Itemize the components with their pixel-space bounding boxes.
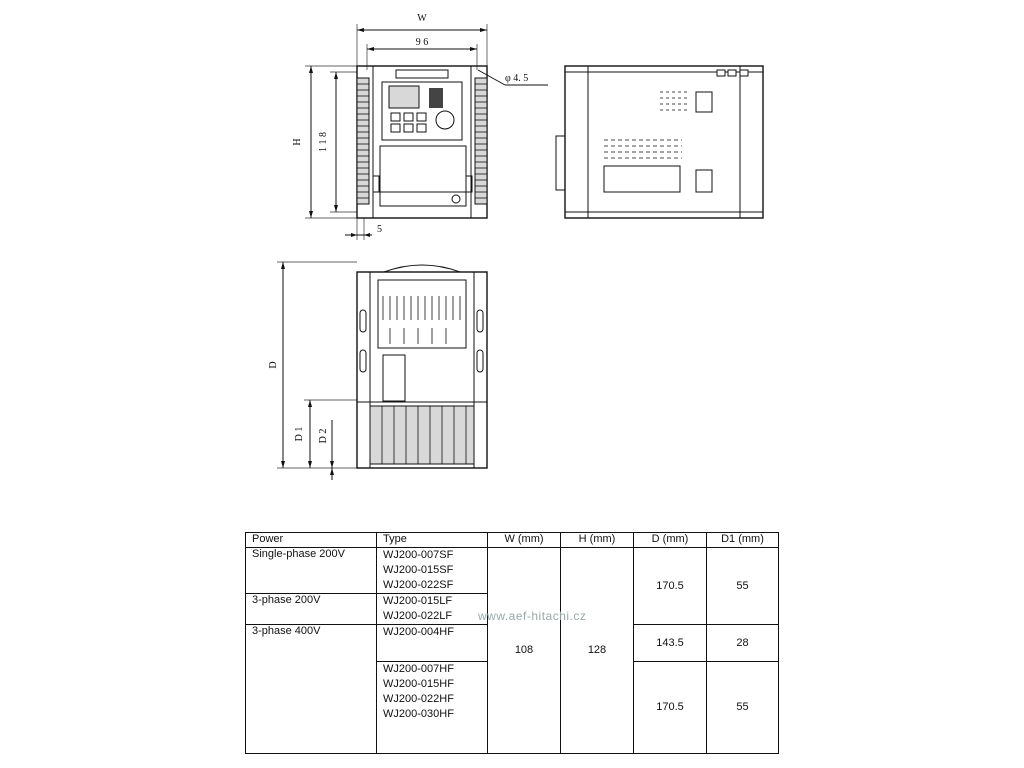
d1-value-cell: 55	[736, 701, 749, 713]
table-header-row	[246, 533, 779, 548]
type-item: WJ200-007HF	[383, 663, 454, 675]
header-d1: D1 (mm)	[707, 533, 779, 548]
type-cell	[377, 548, 488, 594]
dim-hole-label: φ 4. 5	[505, 73, 529, 84]
front-view	[292, 13, 548, 240]
dim-5-label: 5	[377, 224, 382, 235]
d-value-cell: 170.5	[634, 548, 707, 625]
power-cell: 3-phase 400V	[246, 625, 377, 754]
power-cell: Single-phase 200V	[246, 548, 377, 594]
header-type: Type	[377, 533, 488, 548]
type-item: WJ200-015SF	[383, 564, 454, 576]
d-value-cell: 170.5	[656, 701, 684, 713]
side-view	[556, 66, 763, 218]
table-row	[246, 548, 779, 594]
dim-w-label: W	[417, 13, 427, 24]
type-item: WJ200-007SF	[383, 549, 454, 561]
bottom-view	[268, 262, 487, 480]
d-split-cell	[634, 625, 707, 754]
header-d: D (mm)	[634, 533, 707, 548]
type-item: WJ200-030HF	[383, 708, 454, 720]
dim-h-label: H	[292, 138, 303, 146]
header-w: W (mm)	[488, 533, 561, 548]
dim-118-label: 1 1 8	[318, 132, 329, 152]
dim-d2-label: D 2	[318, 428, 329, 444]
dim-d-label: D	[268, 361, 279, 369]
d-value-cell: 143.5	[634, 625, 706, 662]
d1-split-cell	[707, 625, 779, 754]
spec-table	[245, 532, 779, 754]
header-h: H (mm)	[561, 533, 634, 548]
d1-value-cell: 28	[707, 625, 778, 662]
dim-d1-label: D 1	[294, 426, 305, 442]
header-power: Power	[246, 533, 377, 548]
type-item: WJ200-015HF	[383, 678, 454, 690]
w-value-cell: 108	[488, 548, 561, 754]
dim-96-label: 9 6	[415, 37, 429, 48]
type-cell	[377, 625, 488, 754]
watermark: www.aef-hitachi.cz	[478, 609, 587, 623]
type-item: WJ200-015LF	[383, 595, 453, 607]
power-cell: 3-phase 200V	[246, 594, 377, 625]
h-value-cell: 128	[561, 548, 634, 754]
type-item: WJ200-022HF	[383, 693, 454, 705]
type-cell	[377, 594, 488, 625]
type-item: WJ200-022LF	[383, 610, 453, 622]
type-item: WJ200-022SF	[383, 579, 454, 591]
type-item: WJ200-004HF	[383, 626, 454, 638]
d1-value-cell: 55	[707, 548, 779, 625]
